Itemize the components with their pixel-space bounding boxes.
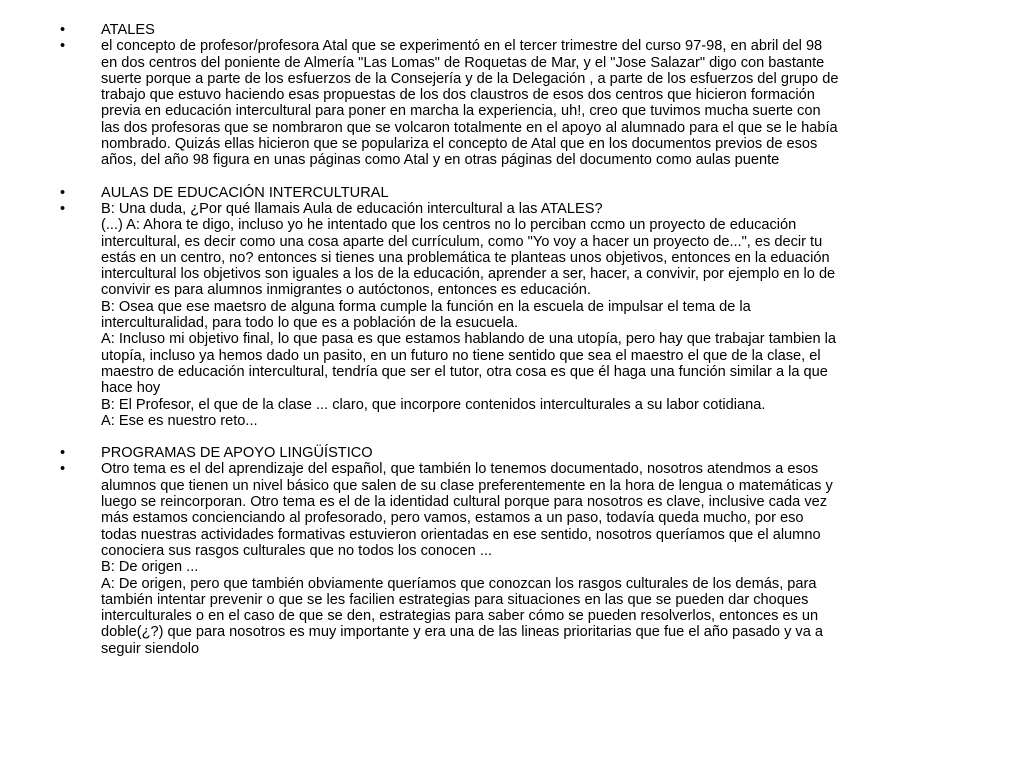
heading-text: ATALES: [101, 22, 155, 38]
section-body-atales: [0, 38, 1024, 168]
body-line: A: Ese es nuestro reto...: [101, 412, 258, 429]
body-line: las dos profesoras que se nombraron que se volcaron totalmente en el apoyo al alumnado para el que se le había: [101, 119, 838, 136]
body-line: suerte porque a parte de los esfuerzos de la Consejería y de la Delegación , a parte de los esfuerzos del grupo de: [101, 70, 839, 87]
body-line: A: De origen, pero que también obviamente queríamos que conozcan los rasgos culturales de los demás, para: [101, 575, 817, 592]
section-body-programas: [0, 461, 1024, 657]
slide-content: [0, 22, 1024, 657]
body-line: B: Osea que ese maetsro de alguna forma cumple la función en la escuela de impulsar el tema de la: [101, 298, 751, 315]
body-line: más estamos concienciando al profesorado, pero vamos, estamos a un paso, todavía queda mucho, por eso: [101, 510, 804, 527]
body-line: años, del año 98 figura en unas páginas como Atal y en otras páginas del documento como aulas puente: [101, 152, 780, 169]
bullet-icon: •: [60, 461, 66, 478]
bullet-icon: •: [60, 184, 66, 201]
body-line: alumnos que tienen un nivel básico que salen de su clase preferentemente en la hora de lengua o matemáticas y: [101, 477, 833, 494]
body-line: (...) A: Ahora te digo, incluso yo he intentado que los centros no lo perciban ccmo un proyecto de educación: [101, 217, 797, 234]
section-gap: [0, 429, 1024, 445]
body-line: interculturalidad, para todo lo que es a población de la esucuela.: [101, 315, 519, 332]
body-line: trabajo que estuvo haciendo esas propuestas de los dos claustros de esos dos centros que hicieron formación: [101, 87, 815, 104]
section-gap: [0, 169, 1024, 185]
bullet-icon: •: [60, 445, 66, 462]
body-line: interculturales o en el caso de que se den, estrategias para saber cómo se pueden resolverlos, entonces es un: [101, 608, 819, 625]
body-line: luego se reincorporan. Otro tema es el de la identidad cultural porque para nosotros es clave, inclusive cada vez: [101, 494, 828, 511]
body-line: intercultural los objetivos son iguales a los de la educación, aprender a ser, hacer, a convivir, por ejemplo en lo de: [101, 266, 836, 283]
body-line: en dos centros del poniente de Almería "Las Lomas" de Roquetas de Mar, y el "Jose Salazar" digo con bastante: [101, 54, 825, 71]
section-heading-atales: [0, 22, 1024, 38]
bullet-icon: •: [60, 200, 66, 217]
body-line: maestro de educación intercultural, tendría que ser el tutor, otra cosa es que él haga una función similar a la que: [101, 363, 828, 380]
body-line: todas nuestras actividades formativas estuvieron orientadas en ese sentido, nosotros queríamos que el alumno: [101, 526, 821, 543]
body-line: previa en educación intercultural para poner en marcha la experiencia, uh!, creo que tuvimos mucha suerte con: [101, 103, 821, 120]
body-line: nombrado. Quizás ellas hicieron que se populariza el concepto de Atal que en los documentos previos de esos: [101, 136, 818, 153]
body-line: B: El Profesor, el que de la clase ... claro, que incorpore contenidos interculturales a su labor cotidiana.: [101, 396, 766, 413]
body-line: utopía, incluso ya hemos dado un pasito, en un futuro no tiene sentido que sea el maestro el que de la clase, el: [101, 347, 821, 364]
body-line: intercultural, es decir como una cosa aparte del currículum, como "Yo voy a hacer un proyecto de...", es decir tu: [101, 233, 823, 250]
section-body-aulas: [0, 201, 1024, 429]
body-line: convivir es para alumnos inmigrantes o autóctonos, entonces es educación.: [101, 282, 591, 299]
bullet-icon: •: [60, 38, 66, 55]
body-line: hace hoy: [101, 380, 161, 397]
body-line: también intentar prevenir o que se les facilien estrategias para situaciones en las que se pueden dar choques: [101, 591, 809, 608]
section-heading-programas: [0, 445, 1024, 461]
body-line: A: Incluso mi objetivo final, lo que pasa es que estamos hablando de una utopía, pero hay que trabajar tambien la: [101, 331, 837, 348]
body-line: Otro tema es el del aprendizaje del español, que también lo tenemos documentado, nosotros atendmos a esos: [101, 461, 819, 478]
body-line: doble(¿?) que para nosotros es muy importante y era una de las lineas prioritarias que fue el año pasado y va a: [101, 624, 823, 641]
heading-text: AULAS DE EDUCACIÓN INTERCULTURAL: [101, 184, 389, 201]
body-line: conociera sus rasgos culturales que no todos los conocen ...: [101, 542, 493, 559]
section-heading-aulas: [0, 185, 1024, 201]
bullet-icon: •: [60, 22, 66, 38]
body-line: el concepto de profesor/profesora Atal que se experimentó en el tercer trimestre del curso 97-98, en abril del 98: [101, 38, 823, 55]
body-line: seguir siendolo: [101, 640, 200, 657]
body-line: estás en un centro, no? entonces si tienes una problemática te planteas unos objetivos, entonces en la eduación: [101, 249, 830, 266]
body-line: B: De origen ...: [101, 559, 199, 576]
heading-text: PROGRAMAS DE APOYO LINGÜÍSTICO: [101, 445, 373, 462]
body-line: B: Una duda, ¿Por qué llamais Aula de educación intercultural a las ATALES?: [101, 200, 603, 217]
